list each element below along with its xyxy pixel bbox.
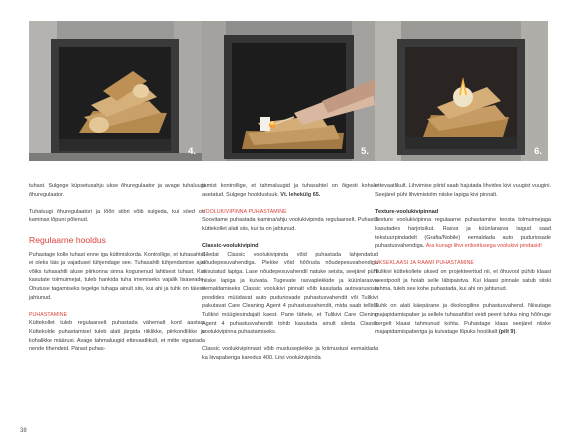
photo-number: 4. — [188, 146, 196, 157]
text-column-1 — [29, 182, 205, 354]
photo-firewood-loading — [29, 21, 202, 161]
section-title-regular-maintenance: Regulaarne hooldus — [29, 234, 106, 245]
subheading-cleaning: PUHASTAMINE — [29, 311, 68, 318]
paragraph: Küttekollet tuleb regulaarselt puhastada vähemalt kord aastas. Küttekolde puhastamisel tuleb alati järgida riiklikke, piirkondlikke ja kohalikke määrusi. Avage tahmaluugid ettevaatlikult, et mitte vigastada nende tihendeid. Pärast puhas- — [29, 320, 205, 353]
paragraph: tuhast. Sulgege küpsetusahju ukse õhuregulaator ja avage tuhaluugi õhuregulaator. — [29, 183, 205, 198]
page-number: 38 — [20, 428, 27, 434]
paragraph: Soovitame puhastada kamina/ahju voolukivipinda regulaarselt. Puhasta küttekollet alati siis, kui ta on jahtunud. — [202, 217, 378, 232]
paragraph — [375, 302, 551, 336]
paragraph: ettevaatlikult. Lihvimise piirid saab hajutada lihvides kivi vuugist vuugini. Seejärel pühi lihvimistolm niiske lapiga kivi pinnalt. — [375, 183, 551, 198]
fireplace-match-image — [202, 21, 375, 161]
paragraph: Siledat Classic voolukivipinda võid puhastada lahjendatud nõudepesuvahendiga. Plekke võid hõõruda nõudepesuvahendiga niisutatud lapiga. Lase nõudepesuvahendil natuke seista, seejärel pühi niiske lapiga ja kuivata. Tugevate rasvaplekkide ja küünlarasva eemaldamiseks Classic voolukivi pinnalt võib kasutada autovarusosa poodides müüdavat auto puduriosade puhastusvahendit või Tulikivi pakutavat Care Cleaning Agent 4 puhastusvahendit, mida saab tellida Tulikivi müügiesindajalt kaest. Pane tähele, et Tulikivi Care Clening Agent 4 puhastusvahendit tohib kasutada ainult sileda Classic voolukivipinna puhastamiseks. — [202, 251, 378, 336]
text-column-3 — [375, 182, 551, 337]
paragraph: Tuhaluugi õhuregulaatori ja lõõri siibri võib sulgeda, kui söed on kaminas lõpuni põlenud. — [29, 208, 205, 224]
photo-lighting-fire — [202, 21, 375, 161]
paragraph: Classic voolukivipinnast võib mustuseplekke ja kriimustusi eemaldada ka liivapaberiga karedus 400. Liivi voolukivipinda — [202, 346, 378, 361]
image-reference: (pilt 9) — [498, 329, 516, 336]
photo-number: 6. — [534, 146, 542, 157]
paragraph: Tulikivi küttekollete uksed on projekteeritud nii, et õhuvool pühib klaasi seestpoolt ja hoiab selle läbipaistva. Kui klaasi pinnale satub siiski tahma, tuleb see kohe puhastada, kui ahi on jahtunud. — [375, 268, 551, 293]
photo-burning-fire — [375, 21, 548, 161]
subheading-soapstone-cleaning: VOOLUKIVIPINNA PUHASTAMINE — [202, 208, 287, 215]
period: . — [515, 329, 517, 336]
paragraph — [202, 182, 378, 199]
subheading-glass-cleaning: UKSEKLAASI JA RAAMI PUHASTAMINE — [375, 260, 474, 267]
subheading-texture-surfaces: Texture-voolukivipinnad — [375, 208, 439, 215]
subheading-classic-surface: Classic-voolukivipind — [202, 243, 259, 250]
warning-text: Ära kunagi lihvi erilootlusega voolukivi pindasid! — [425, 243, 542, 250]
paragraph-text: Texture voolukivipinna regulaarne puhastamine teosta tolmuimejaga kasutades harjotsikut. Rasva ja küünlarasva laigud saad tekstuurpindadelt (Grafia/Nobile) eemaldada auto puduriosade puhastusvahendiga. — [375, 217, 551, 250]
page-reference: Vt. lehekülg 65. — [280, 191, 321, 198]
paragraph-text: Tuhk on alati käepärane ja ökoloogiline puhastusvahend. Niisutage majapidamispaber ja sellele tuhasahtlist veidi peent tuhka ning hõõruge kergelt klaasi tahmunud kohta. Puhastage klaas seejärel niiske majapidamispaberiga ja kuivatage lõpuks hoolikalt — [375, 303, 551, 336]
photo-number: 5. — [361, 146, 369, 157]
paragraph: Puhastage kolle tuhast enne iga küttmiskorda. Kontrollige, et tuhasahtel ei oleks täis ja vajadusel tühjendage see. Tuhasahtli tühjendamise ajal võiks tuhasahtli aluse piirkonna sinna kogunenud lahtisest tuhast. Kui kasutate tolmuimejat, tuleb hankida tuha imemiseks vajalik lisaseade. Ohutuse tagamiseks tegelge tuhaga ainult siis, kui ahi ja tuhk on täiesti jahtunud. — [29, 251, 205, 301]
paragraph — [375, 216, 551, 250]
text-column-2 — [202, 182, 378, 362]
paragraph-text: tamist kontrollige, et tahmaluugid ja tuhasahtel on õigesti kohale asetatud. Sulgege hooldusluuk. — [202, 183, 378, 198]
fireplace-burning-image — [375, 21, 548, 161]
fireplace-wood-image — [29, 21, 202, 161]
